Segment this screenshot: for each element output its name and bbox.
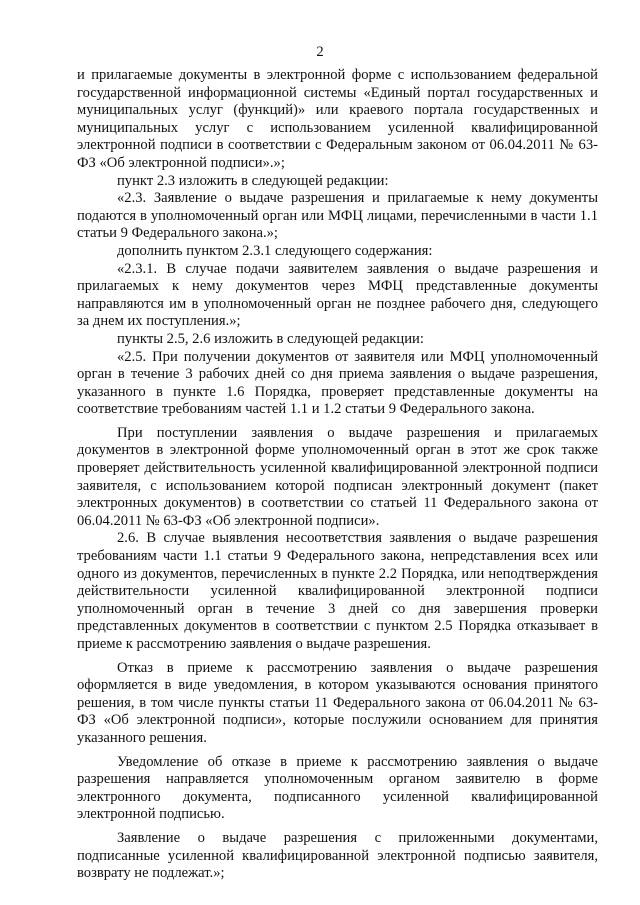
document-body bbox=[77, 67, 598, 883]
paragraph: и прилагаемые документы в электронной форме с использованием федеральной государственной информационной системы «Единый портал государственных и муниципальных услуг (функций)» или краевого портала государственных и муниципальных услуг с использованием усиленной квалифицированной электронной подписи в соответствии с Федеральным законом от 06.04.2011 № 63-ФЗ «Об электронной подписи».»; bbox=[77, 67, 598, 171]
paragraph: Заявление о выдаче разрешения с приложенными документами, подписанные усиленной квалифицированной электронной подписью заявителя, возврату не подлежат.»; bbox=[77, 829, 598, 882]
paragraph: «2.5. При получении документов от заявителя или МФЦ уполномоченный орган в течение 3 рабочих дней со дня приема заявления о выдаче разрешения, указанного в пункте 1.6 Порядка, проверяет представленные документы на соответствие требованиям частей 1.1 и 1.2 статьи 9 Федерального закона. bbox=[77, 348, 598, 418]
paragraph: Уведомление об отказе в приеме к рассмотрению заявления о выдаче разрешения направляется уполномоченным органом заявителю в форме электронного документа, подписанного усиленной квалифицированной электронной подписью. bbox=[77, 753, 598, 823]
page-number: 2 bbox=[316, 44, 324, 60]
paragraph: «2.3.1. В случае подачи заявителем заявления о выдаче разрешения и прилагаемых к нему документов через МФЦ представленные документы направляются им в уполномоченный орган не позднее рабочего дня, следующего за днем их поступления.»; bbox=[77, 260, 598, 330]
paragraph: При поступлении заявления о выдаче разрешения и прилагаемых документов в электронной форме уполномоченный орган в этот же срок также проверяет действительность усиленной квалифицированной электронной подписи заявителя, с использованием которой подписан электронный документ (пакет электронных документов) в соответствии со статьей 11 Федерального закона от 06.04.2011 № 63-ФЗ «Об электронной подписи». bbox=[77, 424, 598, 529]
paragraph: пункт 2.3 изложить в следующей редакции: bbox=[117, 172, 389, 189]
paragraph: дополнить пунктом 2.3.1 следующего содержания: bbox=[117, 242, 433, 259]
paragraph: «2.3. Заявление о выдаче разрешения и прилагаемые к нему документы подаются в уполномоченный орган или МФЦ лицами, перечисленными в части 1.1 статьи 9 Федерального закона.»; bbox=[77, 190, 598, 242]
paragraph: Отказ в приеме к рассмотрению заявления о выдаче разрешения оформляется в виде уведомления, в котором указываются основания принятого решения, в том числе пункты статьи 11 Федерального закона от 06.04.2011 № 63-ФЗ «Об электронной подписи», которые послужили основанием для принятия указанного решения. bbox=[77, 659, 598, 746]
paragraph: 2.6. В случае выявления несоответствия заявления о выдаче разрешения требованиям части 1.1 статьи 9 Федерального закона, непредставления всех или одного из документов, перечисленных в пункте 2.2 Порядка, или неподтверждения действительности усиленной квалифицированной электронной подписи уполномоченный орган в течение 3 дней со дня завершения проверки представленных документов в соответствии с пунктом 2.5 Порядка отказывает в приеме к рассмотрению заявления о выдаче разрешения. bbox=[77, 530, 598, 652]
paragraph: пункты 2.5, 2.6 изложить в следующей редакции: bbox=[117, 330, 424, 347]
